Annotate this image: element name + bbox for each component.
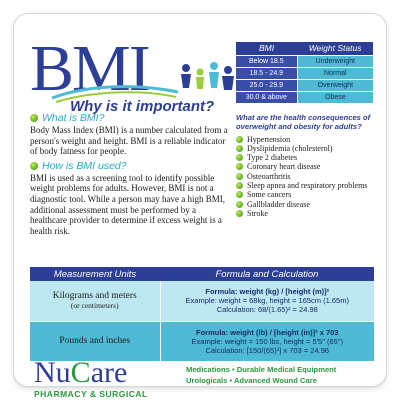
nucare-logo xyxy=(34,358,148,399)
metric-calculation: Calculation: 68/(1.65)² = 24.98 xyxy=(216,305,318,315)
logo-subtitle: Why is it important? xyxy=(70,98,215,115)
consequences-title: What are the health consequences of overweight and obesity for adults? xyxy=(236,113,371,131)
consequences-column xyxy=(236,114,376,218)
info-column xyxy=(30,112,228,236)
imperial-formula-cell xyxy=(160,321,374,361)
green-bullet-icon xyxy=(236,154,243,161)
list-item-text: Dyslipidemia (cholesterol) xyxy=(247,143,333,153)
imperial-calculation: Calculation: [150/(65)²] x 703 = 24.96 xyxy=(205,345,330,355)
people-icon xyxy=(178,60,238,100)
green-bullet-icon xyxy=(236,201,243,208)
bmi-logo-text: BMI xyxy=(30,32,149,105)
weight-status: Normal xyxy=(297,67,373,79)
list-item-text: Type 2 diabetes xyxy=(247,153,298,163)
bmi-range: 18.5 - 24.9 xyxy=(236,67,297,79)
how-text: BMI is used as a screening tool to identify possible weight problems for adults. However, BMI is not a diagnostic tool. While a person may have a high BMI, additional assessment must be performed by a healthcare provider to determine if excess weight is a health risk. xyxy=(30,172,226,236)
brand-part-are: are xyxy=(90,356,128,389)
imperial-formula: Formula: weight (lb) / [height (in)]² x 703 xyxy=(196,327,339,337)
list-item-text: Some cancers xyxy=(247,190,292,200)
bmi-range: Below 18.5 xyxy=(236,55,297,67)
green-bullet-icon xyxy=(30,114,38,122)
brand-part-nu: Nu xyxy=(34,356,71,389)
services-list xyxy=(186,364,376,386)
metric-unit-sub: (or centimeters) xyxy=(70,301,119,311)
formula-header-formula: Formula and Calculation xyxy=(160,267,374,281)
list-item xyxy=(236,181,376,190)
list-item xyxy=(236,144,376,153)
formula-table xyxy=(30,267,374,361)
green-bullet-icon xyxy=(236,182,243,189)
brand-part-c: C xyxy=(70,356,91,389)
bmi-status-table xyxy=(236,42,373,103)
what-text: Body Mass Index (BMI) is a number calculated from a person's weight and height. BMI is a reliable indicator of body fatness for people. xyxy=(30,125,228,157)
table-row xyxy=(30,281,374,321)
what-heading-text: What is BMI? xyxy=(42,112,105,124)
imperial-example: Example: weight = 150 lbs, height = 5'5" (65") xyxy=(191,336,343,346)
weight-status: Overweight xyxy=(297,79,373,91)
list-item-text: Hypertension xyxy=(247,134,291,144)
services-line-2: Urologicals • Advanced Wound Care xyxy=(186,376,317,385)
imperial-unit: Pounds and inches xyxy=(59,336,131,347)
imperial-unit-cell xyxy=(30,321,160,361)
how-heading-text: How is BMI used? xyxy=(42,159,127,172)
nucare-subtitle: PHARMACY & SURGICAL xyxy=(34,389,148,399)
bmi-logo xyxy=(30,32,240,122)
status-header-weight: Weight Status xyxy=(297,42,373,55)
list-item xyxy=(236,162,376,171)
green-bullet-icon xyxy=(236,136,243,143)
list-item xyxy=(236,153,376,162)
list-item xyxy=(236,190,376,199)
table-row xyxy=(236,55,373,67)
metric-formula: Formula: weight (kg) / [height (m)]² xyxy=(205,287,330,297)
green-bullet-icon xyxy=(236,163,243,170)
bmi-card xyxy=(14,14,386,399)
green-bullet-icon xyxy=(236,173,243,180)
list-item-text: Osteoarthritis xyxy=(247,171,291,181)
metric-unit-cell xyxy=(30,281,160,321)
table-row xyxy=(236,79,373,91)
metric-formula-cell xyxy=(160,281,374,321)
formula-header-units: Measurement Units xyxy=(30,267,160,281)
list-item-text: Sleep apnea and respiratory problems xyxy=(247,181,368,191)
list-item xyxy=(236,172,376,181)
metric-example: Example: weight = 68kg, height = 165cm (1.65m) xyxy=(185,296,349,306)
list-item xyxy=(236,209,376,218)
green-bullet-icon xyxy=(236,145,243,152)
weight-status: Obese xyxy=(297,91,373,103)
consequences-list xyxy=(236,135,376,219)
bmi-range: 30.0 & above xyxy=(236,91,297,103)
green-bullet-icon xyxy=(30,162,38,170)
green-bullet-icon xyxy=(236,210,243,217)
list-item-text: Stroke xyxy=(247,208,268,218)
table-row xyxy=(236,67,373,79)
table-row xyxy=(236,91,373,103)
what-heading xyxy=(30,112,228,124)
weight-status: Underweight xyxy=(297,55,373,67)
list-item-text: Coronary heart disease xyxy=(247,162,321,172)
list-item xyxy=(236,200,376,209)
green-bullet-icon xyxy=(236,191,243,198)
list-item xyxy=(236,135,376,144)
services-line-1: Medications • Durable Medical Equipment xyxy=(186,365,337,374)
metric-unit: Kilograms and meters xyxy=(52,291,137,302)
how-heading xyxy=(30,160,228,172)
status-header-bmi: BMI xyxy=(236,42,297,55)
nucare-brand xyxy=(34,358,148,388)
table-row xyxy=(30,321,374,361)
list-item-text: Gallbladder disease xyxy=(247,199,310,209)
bmi-range: 25.0 - 29.9 xyxy=(236,79,297,91)
